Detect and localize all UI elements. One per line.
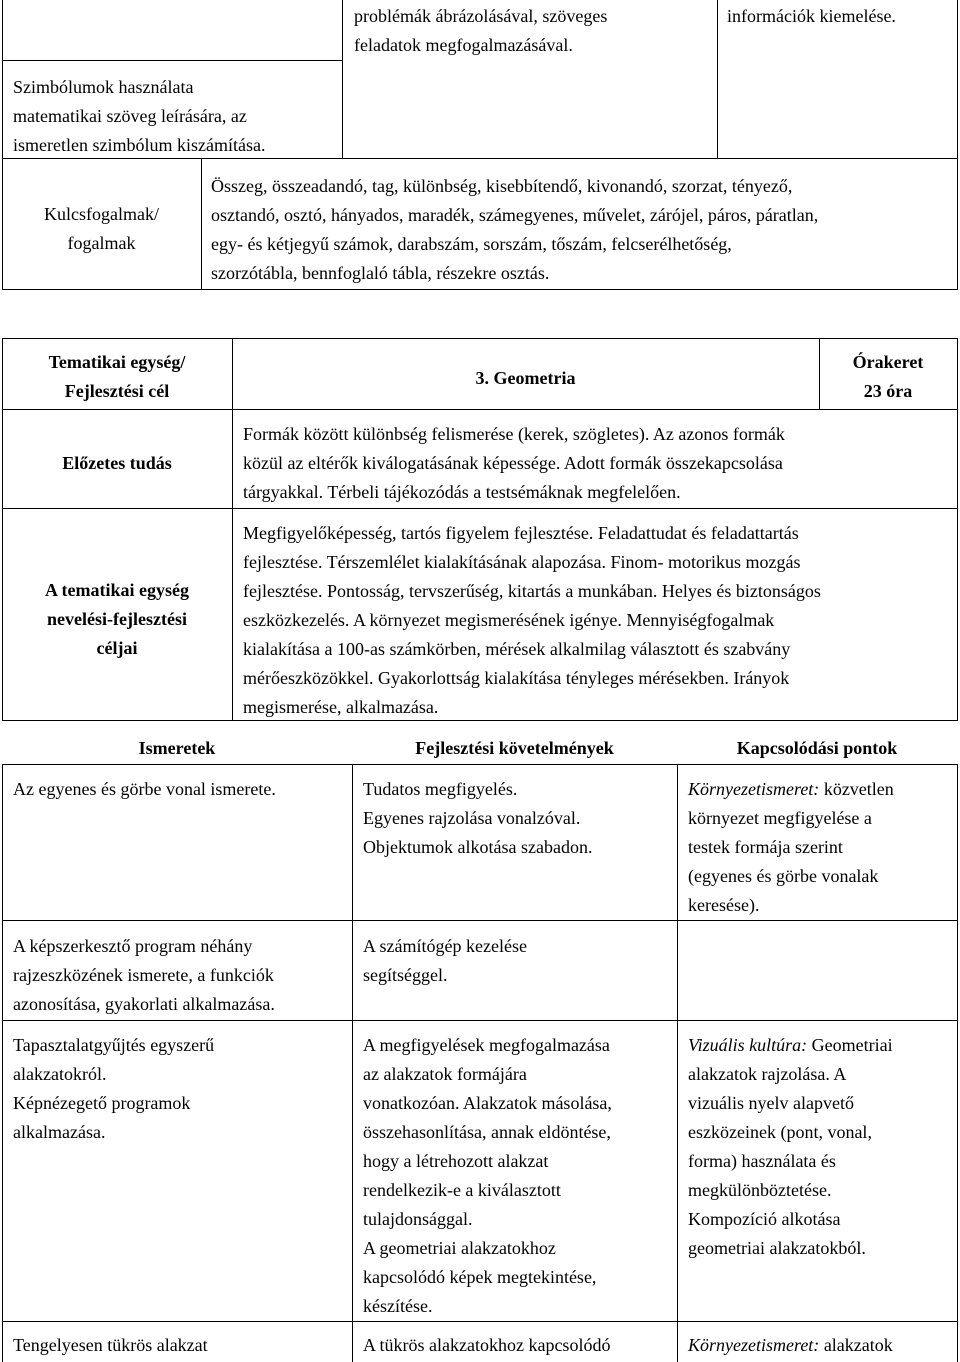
text-line: közül az eltérők kiválogatásának képessége. Adott formák összekapcsolása xyxy=(243,453,783,473)
text-line: nevelési-fejlesztési xyxy=(47,609,187,629)
row1-requirements xyxy=(363,775,592,862)
key-concepts-label xyxy=(2,200,201,258)
text-line: segítséggel. xyxy=(363,965,448,985)
unit-title xyxy=(232,364,819,393)
text-line: Összeg, összeadandó, tag, különbség, kisebbítendő, kivonandó, szorzat, tényező, xyxy=(211,176,793,196)
unit-label xyxy=(2,348,232,406)
text-line: Fejlesztési cél xyxy=(64,381,170,401)
row4-links xyxy=(688,1331,893,1360)
text-line: Tematikai egység/ xyxy=(48,352,186,372)
text-line: Egyenes rajzolása vonalzóval. xyxy=(363,808,581,828)
text-line: Kompozíció alkotása xyxy=(688,1209,841,1229)
row4-knowledge xyxy=(13,1331,208,1360)
text-line: megkülönböztetése. xyxy=(688,1180,832,1200)
text-line: tulajdonsággal. xyxy=(363,1209,473,1229)
text-line: Objektumok alkotása szabadon. xyxy=(363,837,593,857)
row3-knowledge xyxy=(13,1031,214,1147)
row1-knowledge xyxy=(13,775,276,804)
hours-label: Órakeret xyxy=(852,352,924,372)
hours-value: 23 óra xyxy=(863,381,913,401)
text-line: feladatok megfogalmazásával. xyxy=(354,35,573,55)
top-mid-text xyxy=(354,2,607,60)
text-line: Képnézegető programok xyxy=(13,1093,191,1113)
row3-requirements xyxy=(363,1031,612,1321)
subject-name: Környezetismeret: xyxy=(688,779,820,799)
row3-links xyxy=(688,1031,893,1263)
subject-name: Környezetismeret: xyxy=(688,1335,820,1355)
text-line: Szimbólumok használata xyxy=(13,77,194,97)
text-line: matematikai szöveg leírására, az xyxy=(13,106,247,126)
text-line: eszközeinek (pont, vonal, xyxy=(688,1122,872,1142)
text-line: az alakzatok formájára xyxy=(363,1064,527,1084)
text-line: (egyenes és görbe vonalak xyxy=(688,866,879,886)
text-line xyxy=(688,1331,893,1360)
text-line: A számítógép kezelése xyxy=(363,936,527,956)
text-line: 3. Geometria xyxy=(475,368,576,388)
row2-requirements xyxy=(363,932,527,990)
text-line: tárgyakkal. Térbeli tájékozódás a testsémáknak megfelelően. xyxy=(243,482,681,502)
key-concepts-content xyxy=(211,172,818,288)
text-line: ismeretlen szimbólum kiszámítása. xyxy=(13,135,266,155)
text-line: információk kiemelése. xyxy=(727,6,896,26)
goals-label xyxy=(2,576,232,663)
text-line: A tematikai egység xyxy=(45,580,189,600)
text-line: geometriai alakzatokból. xyxy=(688,1238,866,1258)
text-line: azonosítása, gyakorlati alkalmazása. xyxy=(13,994,275,1014)
text-line: rajzeszközének ismerete, a funkciók xyxy=(13,965,274,985)
text-line: Tudatos megfigyelés. xyxy=(363,779,518,799)
text-line: vizuális nyelv alapvető xyxy=(688,1093,854,1113)
text-line: keresése). xyxy=(688,895,760,915)
symbols-text xyxy=(13,73,265,160)
text-line: céljai xyxy=(96,638,138,658)
row2-knowledge xyxy=(13,932,275,1019)
text-line: A képszerkesztő program néhány xyxy=(13,936,253,956)
header-knowledge: Ismeretek xyxy=(138,738,216,758)
row4-requirements xyxy=(363,1331,610,1360)
text-line: Tengelyesen tükrös alakzat xyxy=(13,1335,208,1355)
text-line: fogalmak xyxy=(67,233,136,253)
text-line: Kulcsfogalmak/ xyxy=(44,204,159,224)
top-right-text xyxy=(727,2,896,31)
subject-name: Vizuális kultúra: xyxy=(688,1035,808,1055)
text-line: testek formája szerint xyxy=(688,837,843,857)
text-line: osztandó, osztó, hányados, maradék, számegyenes, művelet, zárójel, páros, páratlan, xyxy=(211,205,819,225)
text-line: alakzatok rajzolása. A xyxy=(688,1064,847,1084)
goals-content xyxy=(243,519,821,722)
text-line: mérőeszközökkel. Gyakorlottság kialakítása tényleges mérésekben. Irányok xyxy=(243,668,790,688)
text-line: Tapasztalatgyűjtés egyszerű xyxy=(13,1035,215,1055)
header-requirements: Fejlesztési követelmények xyxy=(415,738,614,758)
text-line: fejlesztése. Térszemlélet kialakításának alapozása. Finom- motorikus mozgás xyxy=(243,552,801,572)
text-line: Megfigyelőképesség, tartós figyelem fejlesztése. Feladattudat és feladattartás xyxy=(243,523,799,543)
text-run: alakzatok xyxy=(819,1335,893,1355)
text-line: készítése. xyxy=(363,1296,433,1316)
text-line: Az egyenes és görbe vonal ismerete. xyxy=(13,779,276,799)
text-line: összehasonlítása, annak eldöntése, xyxy=(363,1122,611,1142)
text-line: kialakítása a 100-as számkörben, mérések alkalmilag választott és szabvány xyxy=(243,639,791,659)
text-line: A tükrös alakzatokhoz kapcsolódó xyxy=(363,1335,611,1355)
text-line: alakzatokról. xyxy=(13,1064,107,1084)
text-line: forma) használata és xyxy=(688,1151,836,1171)
row1-links xyxy=(688,775,894,920)
text-line: A megfigyelések megfogalmazása xyxy=(363,1035,610,1055)
prior-knowledge-label xyxy=(2,449,232,478)
text-line xyxy=(688,1031,893,1060)
text-line: egy- és kétjegyű számok, darabszám, sorszám, tőszám, felcserélhetőség, xyxy=(211,234,732,254)
text-line: A geometriai alakzatokhoz xyxy=(363,1238,556,1258)
text-line: problémák ábrázolásával, szöveges xyxy=(354,6,608,26)
text-line: Formák között különbség felismerése (kerek, szögletes). Az azonos formák xyxy=(243,424,785,444)
text-line: fejlesztése. Pontosság, tervszerűség, kitartás a munkában. Helyes és biztonságos xyxy=(243,581,821,601)
text-line: vonatkozóan. Alakzatok másolása, xyxy=(363,1093,612,1113)
header-links: Kapcsolódási pontok xyxy=(736,738,898,758)
text-line: kapcsolódó képek megtekintése, xyxy=(363,1267,597,1287)
text-line: környezet megfigyelése a xyxy=(688,808,872,828)
text-line: szorzótábla, bennfoglaló tábla, részekre osztás. xyxy=(211,263,550,283)
hours-box xyxy=(819,348,957,406)
text-run: Geometriai xyxy=(807,1035,893,1055)
text-line: alkalmazása. xyxy=(13,1122,106,1142)
text-line: megismerése, alkalmazása. xyxy=(243,697,439,717)
text-line: eszközkezelés. A környezet megismerésének igénye. Mennyiségfogalmak xyxy=(243,610,775,630)
text-line: hogy a létrehozott alakzat xyxy=(363,1151,549,1171)
text-line: rendelkezik-e a kiválasztott xyxy=(363,1180,561,1200)
text-run: közvetlen xyxy=(819,779,894,799)
text-line xyxy=(688,775,894,804)
text-line: Előzetes tudás xyxy=(62,453,172,473)
prior-knowledge-content xyxy=(243,420,785,507)
